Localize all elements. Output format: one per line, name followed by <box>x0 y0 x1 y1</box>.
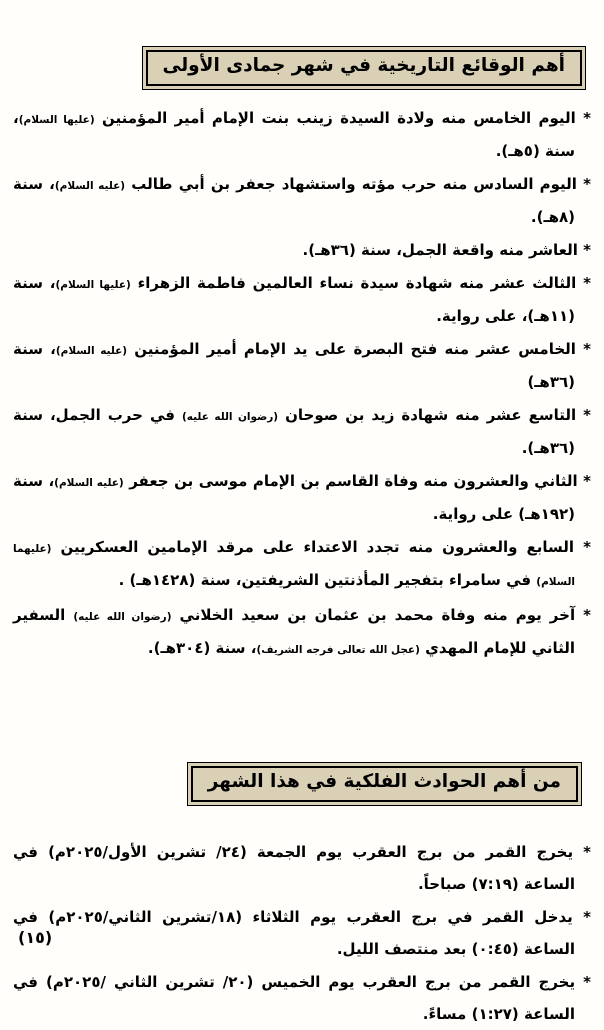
event-item <box>13 836 591 900</box>
event-item <box>13 169 591 233</box>
honorific: (عليهما السلام) <box>13 543 575 588</box>
event-text: يخرج القمر من برج العقرب يوم الجمعة (٢٤/ تشرين الأول/٢٠٢٥م) في الساعة (٧:١٩) صباحاً. <box>13 843 575 893</box>
event-text: اليوم السادس منه حرب مؤته واستشهاد جعفر بن أبي طالب <box>125 175 577 193</box>
honorific: (عليها السلام) <box>55 279 131 291</box>
honorific: (رضوان الله عليه) <box>181 411 279 423</box>
astronomical-events-list <box>13 836 591 1030</box>
bullet-marker: * <box>575 109 591 127</box>
event-text: الثاني والعشرون منه وفاة القاسم بن الإمام موسى بن جعفر <box>123 472 578 490</box>
event-text: في سامراء بتفجير المأذنتين الشريفتين، سنة (١٤٢٨هـ) . <box>118 571 537 589</box>
event-text: ، سنة (٣٠٤هـ). <box>147 639 257 657</box>
event-text: السفير الثاني للإمام المهدي <box>13 606 575 657</box>
event-item <box>13 235 591 266</box>
event-item <box>13 466 591 530</box>
bullet-marker: * <box>575 973 591 991</box>
bullet-marker: * <box>572 908 592 926</box>
section-title-historical: أهم الوقائع التاريخية في شهر جمادى الأولى <box>146 50 583 86</box>
bullet-marker: * <box>573 843 591 861</box>
event-item <box>13 532 591 598</box>
bullet-marker: * <box>576 175 591 193</box>
honorific: (عليها السلام) <box>18 114 95 126</box>
bullet-marker: * <box>574 538 591 556</box>
honorific: (عليه السلام) <box>54 180 126 192</box>
section-title-box-astronomical <box>187 762 582 806</box>
event-text: ، سنة (٣٦هـ) <box>13 340 575 391</box>
event-item <box>13 103 591 167</box>
bullet-marker: * <box>577 472 591 490</box>
honorific: (عجل الله تعالى فرجه الشريف) <box>256 644 420 656</box>
section-title-astronomical: من أهم الحوادث الفلكية في هذا الشهر <box>191 766 578 802</box>
event-text: ، سنة (٥هـ). <box>13 109 575 160</box>
historical-events-list <box>13 103 591 666</box>
event-text: الخامس عشر منه فتح البصرة على يد الإمام أمير المؤمنين <box>127 340 576 358</box>
event-text: الثالث عشر منه شهادة سيدة نساء العالمين فاطمة الزهراء <box>130 274 577 292</box>
event-text: آخر يوم منه وفاة محمد بن عثمان بن سعيد الخلاني <box>171 606 576 624</box>
event-item <box>13 966 591 1030</box>
bullet-marker: * <box>577 241 591 259</box>
event-item <box>13 400 591 464</box>
bullet-marker: * <box>576 274 591 292</box>
event-text: العاشر منه واقعة الجمل، سنة (٣٦هـ). <box>302 241 578 259</box>
event-text: يخرج القمر من برج العقرب يوم الخميس (٢٠/ تشرين الثاني /٢٠٢٥م) في الساعة (١:٢٧) مساءً. <box>13 973 576 1023</box>
bullet-marker: * <box>576 406 591 424</box>
event-text: ، سنة (١٩٢هـ) على رواية. <box>13 472 575 523</box>
event-text: ، سنة (٨هـ). <box>13 175 575 226</box>
event-item <box>13 600 591 666</box>
event-text: ، سنة (١١هـ)، على رواية. <box>13 274 575 325</box>
event-text: اليوم الخامس منه ولادة السيدة زينب بنت الإمام أمير المؤمنين <box>94 109 576 127</box>
event-item <box>13 334 591 398</box>
honorific: (عليه السلام) <box>54 477 124 489</box>
event-text: في حرب الجمل، سنة (٣٦هـ). <box>13 406 575 457</box>
page <box>0 46 604 1030</box>
event-item <box>13 268 591 332</box>
section-title-box-historical <box>142 46 587 90</box>
bullet-marker: * <box>575 340 591 358</box>
event-text: التاسع عشر منه شهادة زيد بن صوحان <box>278 406 577 424</box>
event-text: السابع والعشرون منه تجدد الاعتداء على مرقد الإمامين العسكريين <box>51 538 575 556</box>
honorific: (رضوان الله عليه) <box>73 611 172 623</box>
event-item <box>13 901 591 965</box>
page-number: (١٥) <box>18 928 53 947</box>
honorific: (عليه السلام) <box>55 345 128 357</box>
event-text: يدخل القمر في برج العقرب يوم الثلاثاء (١٨/تشرين الثاني/٢٠٢٥م) في الساعة (٠:٤٥) بعد منتصف الليل. <box>13 908 575 958</box>
bullet-marker: * <box>575 606 591 624</box>
